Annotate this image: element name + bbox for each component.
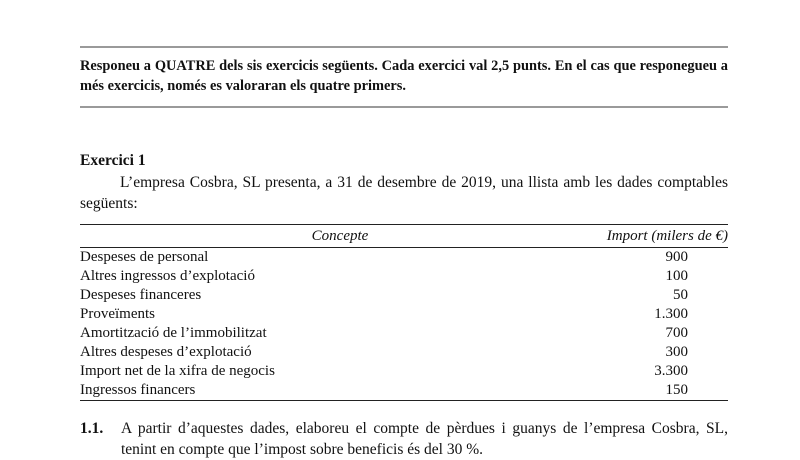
amount-cell: 900 — [665, 249, 688, 265]
exam-instructions: Responeu a QUATRE dels sis exercicis següents. Cada exercici val 2,5 punts. En el cas que responegueu a més exercicis, només es valoraran els quatre primers. — [80, 58, 728, 94]
question-number: 1.1. — [80, 420, 104, 437]
top-divider — [80, 46, 728, 48]
amount-cell: 100 — [665, 268, 688, 284]
concept-cell: Despeses de personal — [80, 249, 209, 265]
question-text: A partir d’aquestes dades, elaboreu el compte de pèrdues i guanys de l’empresa Cosbra, SL, tenint en compte que l’impost sobre beneficis és del 30 %. — [121, 420, 728, 458]
concept-cell: Proveïments — [80, 306, 155, 322]
concept-cell: Amortització de l’immobilitzat — [80, 325, 267, 341]
table-row — [80, 286, 728, 305]
table-row — [80, 267, 728, 286]
accounting-data-table — [80, 224, 728, 401]
amount-cell: 1.300 — [654, 306, 688, 322]
concept-cell: Ingressos financers — [80, 381, 600, 401]
table-row — [80, 305, 728, 324]
exercise-title: Exercici 1 — [80, 152, 146, 169]
amount-cell: 700 — [665, 325, 688, 341]
concept-cell: Despeses financeres — [80, 287, 202, 303]
concept-cell: Import net de la xifra de negocis — [80, 363, 275, 379]
table-row — [80, 362, 728, 381]
concept-cell: Altres ingressos d’explotació — [80, 268, 255, 284]
table-row — [80, 381, 728, 401]
table-row — [80, 248, 728, 268]
table-row — [80, 324, 728, 343]
exercise-intro: L’empresa Cosbra, SL presenta, a 31 de desembre de 2019, una llista amb les dades comptables següents: — [80, 174, 728, 212]
table-row — [80, 343, 728, 362]
amount-cell: 150 — [600, 381, 728, 401]
instructions-divider — [80, 106, 728, 108]
table-header-row — [80, 225, 728, 248]
amount-cell: 3.300 — [654, 363, 688, 379]
column-header-amount: Import (milers de €) — [600, 225, 728, 248]
amount-cell: 300 — [665, 344, 688, 360]
column-header-concept: Concepte — [80, 225, 600, 248]
amount-cell: 50 — [673, 287, 688, 303]
concept-cell: Altres despeses d’explotació — [80, 344, 252, 360]
